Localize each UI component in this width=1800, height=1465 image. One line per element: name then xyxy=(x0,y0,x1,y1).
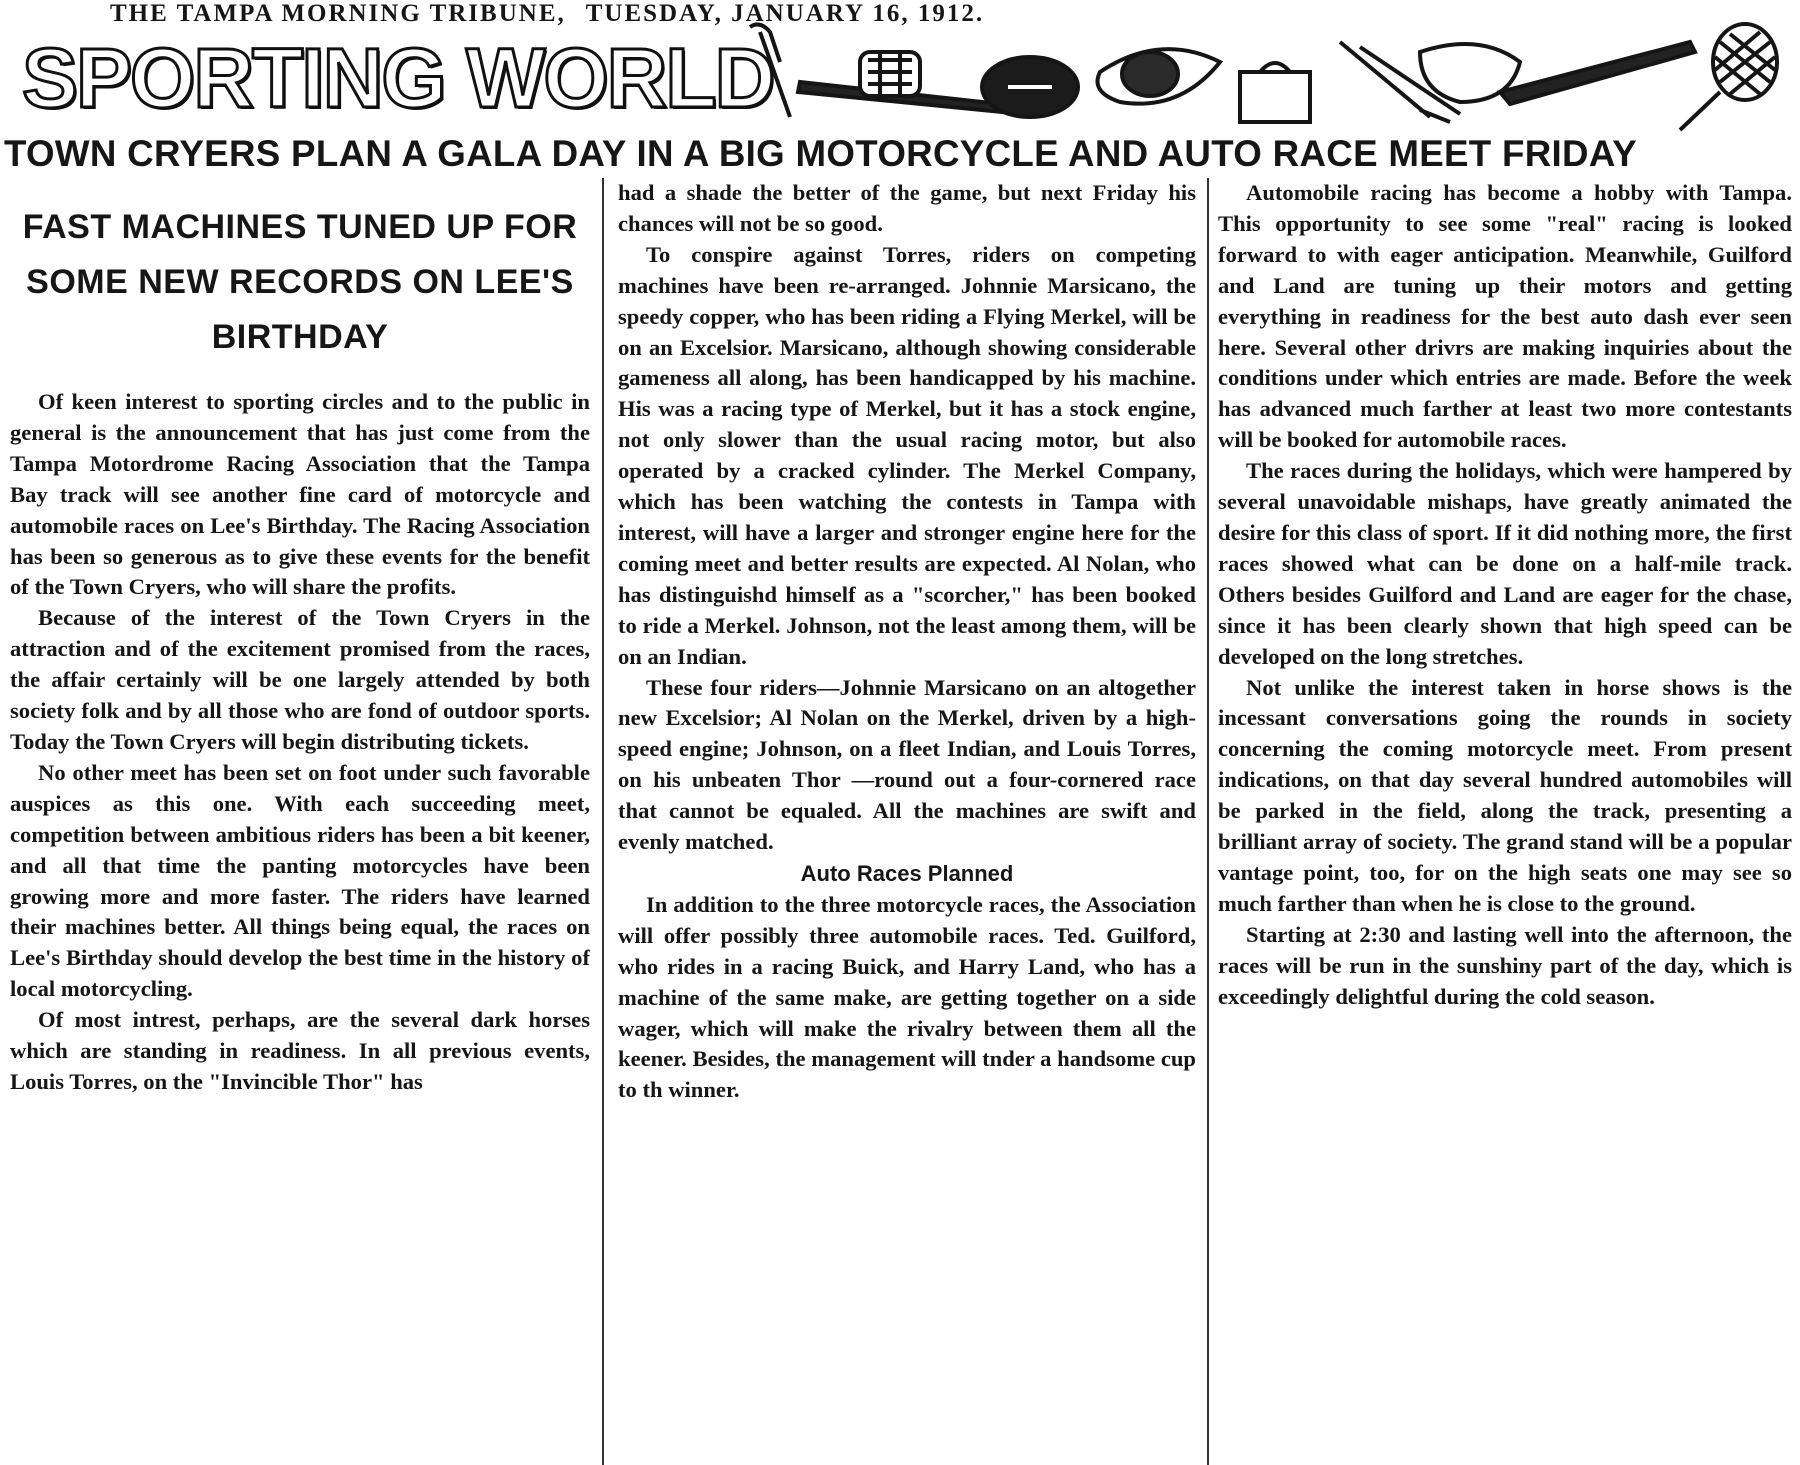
oar-icon xyxy=(750,24,790,117)
sports-equipment-illustration xyxy=(720,22,1800,132)
paragraph: Because of the interest of the Town Cryers in the attraction and of the excitement promised from the races, the affair certainly will be one largely attended by both society folk and by all those who are fond of outdoor sports. Today the Town Cryers will begin distributing tickets. xyxy=(10,605,590,754)
paragraph: Of keen interest to sporting circles and to the public in general is the announcement that has just come from the Tampa Motordrome Racing Association that the Tampa Bay track will see another fine card of motorcycle and automobile races on Lee's Birthday. The Racing Association has been so generous as to give these events for the benefit of the Town Cryers, who will share the profits. xyxy=(10,389,590,600)
column-rule-2 xyxy=(1207,178,1209,1465)
paragraph: Automobile racing has become a hobby with Tampa. This opportunity to see some "real" racing is looked forward to with eager anticipation. Meanwhile, Guilford and Land are tuning up their motors and getting everything in readiness for the best auto dash ever seen here. Several other drivrs are making inquiries about the conditions under which entries are made. Before the week has advanced much farther at least two more contestants will be booked for automobile races. xyxy=(1218,180,1792,453)
paragraph: Not unlike the interest taken in horse shows is the incessant conversations going the rounds in society concerning the coming motorcycle meet. From present indications, on that day several hundred automobiles will be parked in the field, along the track, presenting a brilliant array of society. The grand stand will be a popular vantage point, too, for on the high seats one may see so much farther than when he is close to the ground. xyxy=(1218,674,1792,916)
paragraph: The races during the holidays, which were hampered by several unavoidable mishaps, have greatly animated the desire for this class of sport. If it did nothing more, the first races showed what can be done on a half-mile track. Others besides Guilford and Land are eager for the chase, since it has been clearly shown that high speed can be developed on the long stretches. xyxy=(1218,458,1792,669)
issue-date: TUESDAY, JANUARY 16, 1912. xyxy=(585,0,985,27)
paragraph: These four riders—Johnnie Marsicano on an altogether new Excelsior; Al Nolan on the Merkel, driven by a high-speed engine; Johnson, on a fleet Indian, and Louis Torres, on his unbeaten Thor —round out a four-cornered race that cannot be equaled. All the machines are swift and evenly matched. xyxy=(618,674,1196,855)
masthead-title: SPORTING WORLD xyxy=(22,31,774,125)
story-deck: FAST MACHINES TUNED UP FOR SOME NEW RECORDS ON LEE'S BIRTHDAY xyxy=(22,208,578,356)
column-3 xyxy=(1218,178,1792,1465)
rifle-icon xyxy=(1500,42,1695,104)
paragraph: Of most intrest, perhaps, are the several dark horses which are standing in readiness. In all previous events, Louis Torres, on the "Invincible Thor" has xyxy=(10,1007,590,1094)
paragraph: No other meet has been set on foot under such favorable auspices as this one. With each succeeding meet, competition between ambitious riders has been a bit keener, and all that time the panting motorcycles have been growing more and more faster. The riders have learned their machines better. All things being equal, the races on Lee's Birthday should develop the best time in the history of local motorcycling. xyxy=(10,759,590,1002)
column-rule-1 xyxy=(602,178,604,1465)
paragraph: Starting at 2:30 and lasting well into the afternoon, the races will be run in the sunshiny part of the day, which is exceedingly delightful during the cold season. xyxy=(1218,921,1792,1009)
paragraph: had a shade the better of the game, but next Friday his chances will not be so good. xyxy=(618,180,1196,236)
column-1 xyxy=(10,178,590,1465)
baseball-cap-icon xyxy=(1122,52,1178,96)
subheading: Auto Races Planned xyxy=(800,860,1014,886)
tackle-box-icon xyxy=(1240,72,1310,122)
column-2 xyxy=(618,178,1196,1465)
paragraph: In addition to the three motorcycle races, the Association will offer possibly three automobile races. Ted. Guilford, who rides in a racing Buick, and Harry Land, who has a machine of the same make, are getting together on a side wager, which will make the rivalry between them all the keener. Besides, the management will tnder a handsome cup to th winner. xyxy=(618,891,1196,1103)
paragraph: To conspire against Torres, riders on competing machines have been re-arranged. Johnnie Marsicano, the speedy copper, who has been riding a Flying Merkel, will be on an Excelsior. Marsicano, although showing considerable gameness all along, has been handicapped by his machine. His was a racing type of Merkel, but it has a stock engine, not only slower than the usual racing motor, but also operated by a cracked cylinder. The Merkel Company, which has been watching the contests in Tampa with interest, will have a larger and stronger engine here for the coming meet and better results are expected. Al Nolan, who has distinguishd himself as a "scorcher," has been booked to ride a Merkel. Johnson, not the least among them, will be on an Indian. xyxy=(618,241,1196,669)
paper-name: THE TAMPA MORNING TRIBUNE, xyxy=(110,0,566,27)
main-headline: TOWN CRYERS PLAN A GALA DAY IN A BIG MOTORCYCLE AND AUTO RACE MEET FRIDAY xyxy=(3,133,1638,174)
